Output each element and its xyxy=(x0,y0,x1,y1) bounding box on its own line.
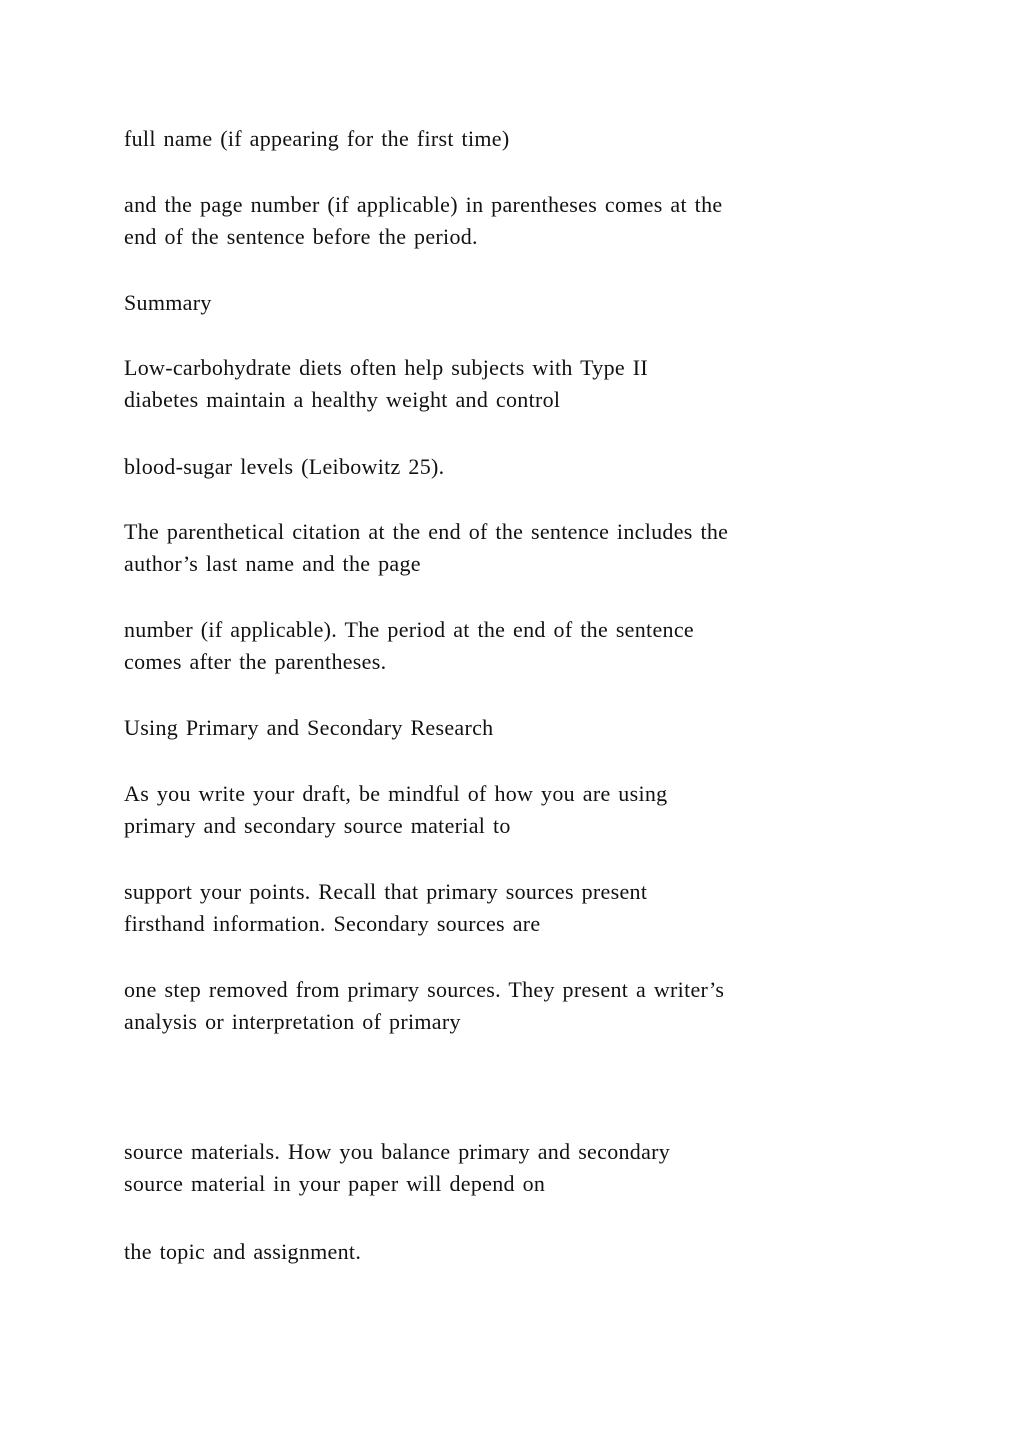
text-line: Using Primary and Secondary Research xyxy=(124,715,494,740)
paragraph-page-number xyxy=(124,189,924,253)
text-line: the topic and assignment. xyxy=(124,1239,362,1264)
text-line: and the page number (if applicable) in parentheses comes at the xyxy=(124,192,723,217)
heading-primary-secondary-research xyxy=(124,712,924,744)
text-line: support your points. Recall that primary sources present xyxy=(124,879,648,904)
paragraph-balance-sources xyxy=(124,1136,924,1200)
text-line: number (if applicable). The period at the end of the sentence xyxy=(124,617,694,642)
paragraph-support-points xyxy=(124,876,924,940)
text-line: author’s last name and the page xyxy=(124,551,421,576)
paragraph-draft-mindful xyxy=(124,778,924,842)
text-line: Low-carbohydrate diets often help subjects with Type II xyxy=(124,355,649,380)
text-line: end of the sentence before the period. xyxy=(124,224,478,249)
paragraph-period-placement xyxy=(124,614,924,678)
text-line: source material in your paper will depend on xyxy=(124,1171,546,1196)
heading-summary xyxy=(124,287,924,319)
paragraph-secondary-sources xyxy=(124,974,924,1038)
text-line: primary and secondary source material to xyxy=(124,813,511,838)
paragraph-topic-assignment xyxy=(124,1236,924,1268)
paragraph-parenthetical-citation xyxy=(124,516,924,580)
text-line: blood-sugar levels (Leibowitz 25). xyxy=(124,454,445,479)
text-line: Summary xyxy=(124,290,212,315)
paragraph-blood-sugar xyxy=(124,451,924,483)
text-line: firsthand information. Secondary sources are xyxy=(124,911,541,936)
text-line: one step removed from primary sources. They present a writer’s xyxy=(124,977,725,1002)
text-line: source materials. How you balance primary and secondary xyxy=(124,1139,671,1164)
paragraph-full-name xyxy=(124,123,924,155)
text-line: analysis or interpretation of primary xyxy=(124,1009,461,1034)
text-line: full name (if appearing for the first time) xyxy=(124,126,510,151)
paragraph-low-carb xyxy=(124,352,924,416)
text-line: comes after the parentheses. xyxy=(124,649,387,674)
text-line: The parenthetical citation at the end of the sentence includes the xyxy=(124,519,729,544)
text-line: As you write your draft, be mindful of how you are using xyxy=(124,781,668,806)
text-line: diabetes maintain a healthy weight and control xyxy=(124,387,561,412)
